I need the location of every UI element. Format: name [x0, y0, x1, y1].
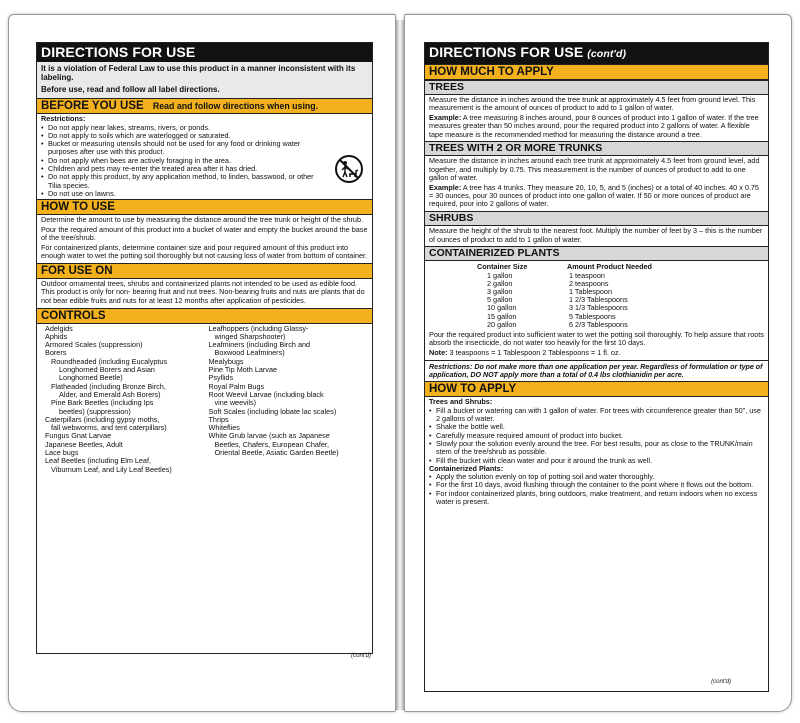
controls-item: Boxwood Leafminers) — [214, 348, 285, 358]
right-title-text: DIRECTIONS FOR USE — [429, 44, 584, 60]
example-text: A tree has 4 trunks. They measure 20, 10, 5, and 5 (inches) or a total of 40 inches. 40 x 0.75 = 30 ounces, pour 30 ounces of product into one gallon of water. If 50 or more ounces of product are required, pour into 2 gallons of water. — [429, 182, 759, 209]
containerized-note — [429, 349, 764, 357]
how-to-use-paragraph: Pour the required amount of this product into a bucket of water and empty the bucket around the base of the tree/shrub. — [41, 224, 368, 243]
controls-item: Japanese Beetles, Adult — [45, 439, 123, 449]
for-use-on-section — [37, 279, 372, 307]
before-you-use-header — [37, 98, 372, 114]
restrictions-label: Restrictions: — [41, 114, 86, 124]
controls-item: Roundheaded (including Eucalyptus — [51, 356, 168, 366]
restriction-item: • Do not apply near lakes, streams, rivers, or ponds. — [41, 124, 368, 132]
apply-step: • Fill the bucket with clean water and pour it around the trunk as well. — [429, 457, 764, 465]
how-to-apply-section — [425, 397, 768, 507]
controls-item: Pine Bark Beetles (including Ips — [51, 398, 154, 408]
amount-cell: 1 Tablespoon — [569, 286, 613, 296]
amount-cell: 2 teaspoons — [569, 278, 609, 288]
how-to-apply-header: HOW TO APPLY — [425, 381, 768, 397]
application-restrictions: Restrictions: Do not make more than one application per year. Regardless of formulation or type of application, DO NOT apply more than a total of 0.4 lbs clothianidin per acre. — [425, 360, 768, 382]
controls-item: Viburnum Leaf, and Lily Leaf Beetles) — [51, 464, 172, 474]
controls-item: Caterpillars (including gypsy moths, — [45, 414, 160, 424]
example-text: A tree measuring 8 inches around, pour 8 ounces of product into 1 gallon of water. If the tree measures greater than 50 inches around, pour the required product into 2 gallons of water. A flexible tape measure is the recommended method for measuring the distance around a tree. — [429, 113, 759, 139]
right-directions-panel — [424, 42, 769, 692]
restrictions-section — [37, 114, 372, 199]
amount-cell: 1 teaspoon — [569, 270, 605, 280]
controls-item: Lace bugs — [45, 448, 79, 458]
controls-item: Leafminers (including Birch and — [208, 340, 311, 350]
restriction-item: • Children and pets may re-enter the treated area after it has dried. — [41, 165, 368, 173]
controls-item: Soft Scales (including lobate lac scales) — [208, 406, 337, 416]
apply-step: • For indoor containerized plants, bring outdoors, make treatment, and return indoors when no excess water is present. — [429, 490, 764, 507]
restrictions-list — [41, 124, 368, 199]
controls-column-2 — [205, 325, 369, 474]
controls-item: Adelgids — [45, 323, 73, 333]
shrubs-section — [425, 226, 768, 246]
restriction-item: • Do not apply this product, by any application method, to linden, basswood, or other Tilia species. — [41, 173, 368, 190]
how-to-use-section — [37, 215, 372, 263]
note-text: 3 teaspoons = 1 Tablespoon 2 Tablespoons = 1 fl. oz. — [447, 348, 621, 358]
controls-item: Fungus Gnat Larvae — [45, 431, 112, 441]
controls-item: Flatheaded (including Bronze Birch, — [51, 381, 166, 391]
amount-cell: 3 1/3 Tablespoons — [569, 303, 628, 313]
how-to-use-paragraph: Determine the amount to use by measuring the distance around the tree trunk or height of the shrub. — [41, 215, 364, 225]
controls-list — [37, 324, 372, 475]
amount-cell: 1 2/3 Tablespoons — [569, 295, 628, 305]
container-size-cell: 10 gallon — [487, 303, 517, 313]
no-children-pets-icon — [334, 154, 364, 184]
controls-item: Whiteflies — [208, 423, 240, 433]
container-size-cell: 5 gallon — [487, 295, 513, 305]
controls-item: White Grub larvae (such as Japanese — [208, 431, 330, 441]
multi-trunk-header: TREES WITH 2 OR MORE TRUNKS — [425, 141, 768, 156]
before-you-use-subtitle: Read and follow directions when using. — [152, 101, 319, 112]
containerized-label: Containerized Plants: — [429, 463, 504, 473]
controls-item: winged Sharpshooter) — [214, 331, 286, 341]
restriction-item: • Do not apply when bees are actively foraging in the area. — [41, 157, 368, 165]
controls-item: vine weevils) — [214, 398, 256, 408]
amount-header: Amount Product Needed — [567, 262, 652, 272]
trees-section — [425, 95, 768, 141]
controls-item: Alder, and Emerald Ash Borers) — [59, 389, 161, 399]
apply-step: • Apply the solution evenly on top of potting soil and water thoroughly. — [429, 473, 764, 481]
controls-item: Thrips — [208, 414, 229, 424]
restriction-item: • Do not use on lawns. — [41, 190, 368, 198]
container-table-body — [467, 272, 697, 329]
controls-item: fall webworms, and tent caterpillars) — [51, 423, 167, 433]
controls-item: Mealybugs — [208, 356, 244, 366]
left-page — [8, 14, 396, 712]
container-table — [467, 263, 697, 329]
container-size-cell: 3 gallon — [487, 286, 513, 296]
federal-law-warning — [37, 62, 372, 98]
right-page — [404, 14, 792, 712]
restriction-item: • Bucket or measuring utensils should not be used for any food or drinking water purposes after use with this product. — [41, 140, 368, 157]
shrubs-header: SHRUBS — [425, 211, 768, 226]
controls-item: Longhorned Borers and Asian — [59, 365, 155, 375]
warning-line: It is a violation of Federal Law to use this product in a manner inconsistent with its labeling. — [41, 64, 356, 83]
controls-item: Longhorned Beetle) — [59, 373, 123, 383]
multi-trunk-section — [425, 156, 768, 211]
controls-item: Armored Scales (suppression) — [45, 340, 143, 350]
how-to-use-header: HOW TO USE — [37, 199, 372, 215]
trees-shrubs-label: Trees and Shrubs: — [429, 397, 493, 407]
containerized-text: Pour the required product into sufficient water to wet the potting soil thoroughly. To help assure that roots absorb the insecticide, do not water too heavily for the first 10 days. — [429, 329, 764, 348]
trees-example — [429, 114, 764, 139]
right-title-suffix: (cont'd) — [587, 48, 627, 60]
right-title — [425, 43, 768, 64]
for-use-on-text: Outdoor ornamental trees, shrubs and containerized plants not intended to be used as edible food. This product is only for non- bearing fruit and nut trees. Non-bearing fruits and nuts are plants that do not bear edible fruits and nuts for at least 12 months after application of pesticides. — [41, 279, 365, 305]
controls-item: Aphids — [45, 331, 68, 341]
for-use-on-header: FOR USE ON — [37, 263, 372, 279]
controls-item: Pine Tip Moth Larvae — [208, 365, 278, 375]
apply-step: • Shake the bottle well. — [429, 423, 764, 431]
left-title: DIRECTIONS FOR USE — [37, 43, 372, 62]
multi-trunk-example — [429, 184, 764, 209]
warning-line: Before use, read and follow all label directions. — [41, 84, 220, 94]
trees-header: TREES — [425, 80, 768, 95]
container-size-cell: 1 gallon — [487, 270, 513, 280]
controls-item: Leafhoppers (including Glassy- — [208, 323, 309, 333]
amount-cell: 6 2/3 Tablespoons — [569, 319, 628, 329]
example-label: Example: — [429, 182, 462, 192]
containerized-steps — [429, 473, 764, 506]
container-size-cell: 15 gallon — [487, 311, 517, 321]
controls-column-1 — [45, 325, 205, 474]
apply-step: • Fill a bucket or watering can with 1 gallon of water. For trees with circumference greater than 50", use 2 gallons of water. — [429, 407, 764, 424]
controls-item: Beetles, Chafers, European Chafer, — [214, 439, 329, 449]
controls-item: beetles) (suppression) — [59, 406, 131, 416]
trees-shrubs-steps — [429, 407, 764, 465]
continued-note: (cont'd) — [711, 679, 731, 685]
container-size-header: Container Size — [477, 262, 528, 272]
apply-step: • Carefully measure required amount of product into bucket. — [429, 432, 764, 440]
left-directions-panel — [36, 42, 373, 654]
controls-item: Borers — [45, 348, 67, 358]
controls-header: CONTROLS — [37, 308, 372, 324]
shrubs-text: Measure the height of the shrub to the nearest foot. Multiply the number of feet by 3 – this is the number of ounces of product to add to 1 gallon of water. — [429, 226, 763, 244]
apply-step: • Slowly pour the solution evenly around the tree. For best results, pour as close to the TRUNK/main stem of the tree/shrub as possible. — [429, 440, 764, 457]
trees-text: Measure the distance in inches around the tree trunk at approximately 4.5 feet from ground level. This measurement is the amount of ounces of product to add to 1 gallon of water. — [429, 95, 756, 113]
controls-item: Psyllids — [208, 373, 234, 383]
how-much-header: HOW MUCH TO APPLY — [425, 64, 768, 80]
containerized-section — [425, 261, 768, 360]
before-you-use-title: BEFORE YOU USE — [41, 100, 144, 113]
note-label: Note: — [429, 348, 448, 358]
controls-item: Oriental Beetle, Asiatic Garden Beetle) — [214, 448, 339, 458]
controls-item: Leaf Beetles (including Elm Leaf, — [45, 456, 151, 466]
containerized-header: CONTAINERIZED PLANTS — [425, 246, 768, 261]
restriction-item: • Do not apply to soils which are waterlogged or saturated. — [41, 132, 368, 140]
container-size-cell: 2 gallon — [487, 278, 513, 288]
page-fold — [396, 20, 404, 710]
controls-item: Root Weevil Larvae (including black — [208, 389, 324, 399]
amount-cell: 5 Tablespoons — [569, 311, 616, 321]
controls-item: Royal Palm Bugs — [208, 381, 265, 391]
container-size-cell: 20 gallon — [487, 319, 517, 329]
continued-note: (cont'd) — [351, 653, 371, 659]
apply-step: • For the first 10 days, avoid flushing through the container to the point where it flows out the bottom. — [429, 481, 764, 489]
multi-trunk-text: Measure the distance in inches around each tree trunk at approximately 4.5 feet from ground level, add together, and multiply by 0.75. This measurement is the number of ounces of product to add to one gallon of water. — [429, 156, 760, 183]
container-table-row — [467, 321, 697, 329]
example-label: Example: — [429, 113, 462, 123]
how-to-use-paragraph: For containerized plants, determine container size and pour required amount of this product into enough water to wet the potting soil thoroughly but not causing loss of water from bottom of container. — [41, 243, 368, 261]
